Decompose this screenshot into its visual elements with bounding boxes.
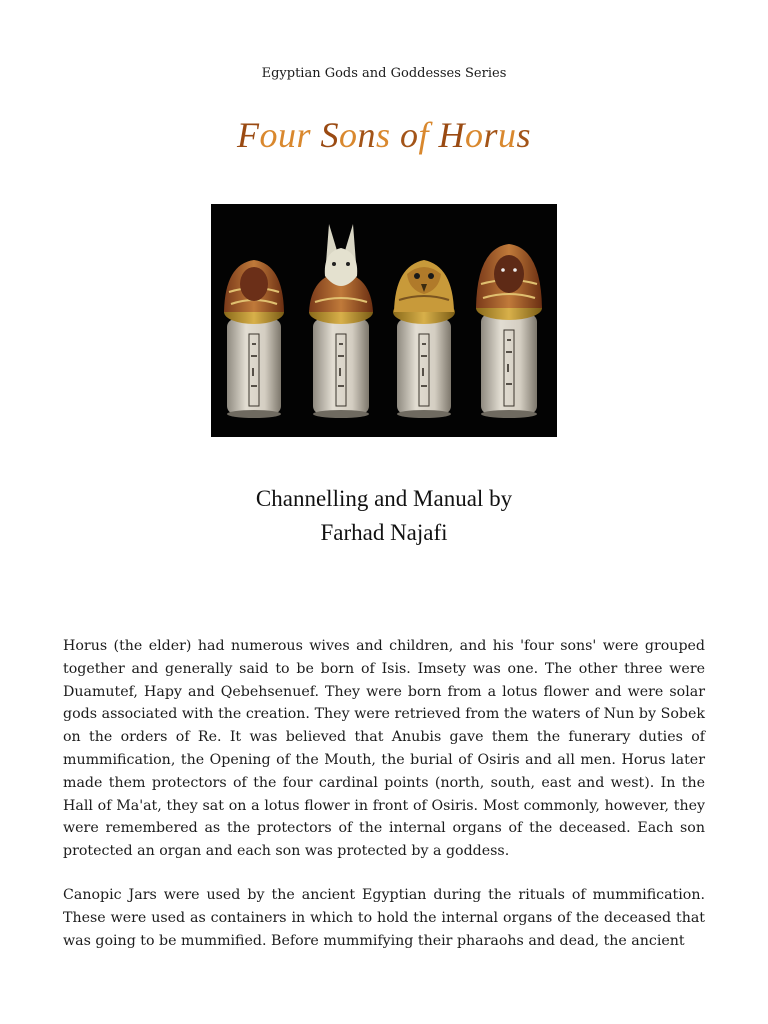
byline-author: Farhad Najafi bbox=[320, 520, 448, 545]
jar-duamutef bbox=[309, 224, 373, 418]
paragraph-2: Canopic Jars were used by the ancient Egyptian during the rituals of mummification. These were used as containers in which to hold the internal organs of the deceased that was going to be mummified. Before mummifying their pharaohs and dead, the ancient bbox=[63, 887, 705, 949]
byline bbox=[0, 482, 768, 550]
byline-line-1: Channelling and Manual by bbox=[255, 486, 513, 511]
jar-imsety bbox=[224, 260, 284, 418]
series-heading: Egyptian Gods and Goddesses Series bbox=[261, 66, 507, 81]
jar-qebehsenuef bbox=[393, 260, 455, 418]
paragraph-1: Horus (the elder) had numerous wives and children, and his 'four sons' were grouped together and generally said to be born of Isis. Imsety was one. The other three were Duamutef, Hapy and Qebehsenuef. They were born from a lotus flower and were solar gods associated with the creation. They were retrieved from the waters of Nun by Sobek on the orders of Re. It was believed that Anubis gave them the funerary duties of mummification, the Opening of the Mouth, the burial of Osiris and all men. Horus later made them protectors of the four cardinal points (north, south, east and west). In the Hall of Ma'at, they sat on a lotus flower in front of Osiris. Most commonly, however, they were remembered as the protectors of the internal organs of the deceased. Each son protected an organ and each son was protected by a goddess. bbox=[63, 638, 705, 860]
canopic-jars-image bbox=[211, 204, 557, 437]
document-title: Four Sons of Horus bbox=[236, 115, 532, 155]
jar-hapy bbox=[476, 244, 542, 418]
